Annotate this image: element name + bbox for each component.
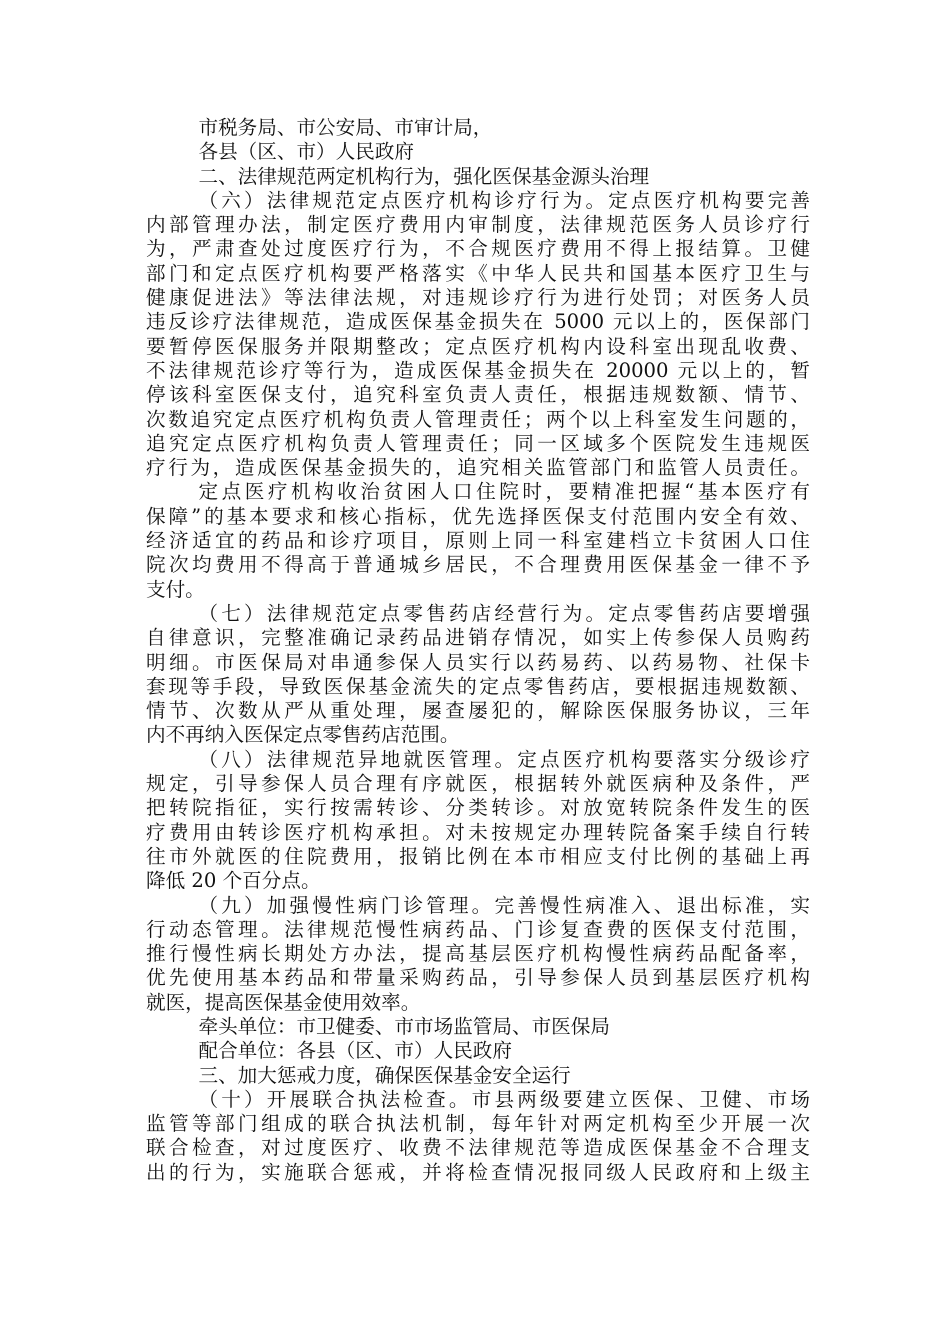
text-line: 要暂停医保服务并限期整改；定点医疗机构内设科室出现乱收费、 [146, 334, 810, 358]
text-line: （六）法律规范定点医疗机构诊疗行为。定点医疗机构要完善 [198, 188, 810, 212]
text-line: 追究定点医疗机构负责人管理责任；同一区域多个医院发生违规医 [146, 431, 810, 455]
text-line: 健康促进法》等法律法规，对违规诊疗行为进行处罚；对医务人员 [146, 286, 810, 310]
text-line: 支付。 [146, 577, 205, 601]
text-line: 行动态管理。法律规范慢性病药品、门诊复查费的医保支付范围， [146, 917, 810, 941]
text-line: 推行慢性病长期处方办法，提高基层医疗机构慢性病药品配备率， [146, 942, 810, 966]
text-line: 次数追究定点医疗机构负责人管理责任；两个以上科室发生问题的， [146, 407, 810, 431]
text-line: 往市外就医的住院费用，报销比例在本市相应支付比例的基础上再 [146, 844, 810, 868]
text-line: 优先使用基本药品和带量采购药品，引导参保人员到基层医疗机构 [146, 966, 810, 990]
text-line: 经济适宜的药品和诊疗项目，原则上同一科室建档立卡贫困人口住 [146, 529, 810, 553]
text-line: 为，严肃查处过度医疗行为，不合规医疗费用不得上报结算。卫健 [146, 237, 810, 261]
text-line: 部门和定点医疗机构要严格落实《中华人民共和国基本医疗卫生与 [146, 261, 810, 285]
text-line: 各县（区、市）人民政府 [198, 140, 415, 164]
text-line: 降低 20 个百分点。 [146, 869, 321, 893]
text-line: 联合检查，对过度医疗、收费不法律规范等造成医保基金不合理支 [146, 1136, 810, 1160]
text-line: （十）开展联合执法检查。市县两级要建立医保、卫健、市场 [198, 1087, 810, 1111]
text-line: 出的行为，实施联合惩戒，并将检查情况报同级人民政府和上级主 [146, 1160, 810, 1184]
text-line: 把转院指征，实行按需转诊、分类转诊。对放宽转院条件发生的医 [146, 796, 810, 820]
text-line: （七）法律规范定点零售药店经营行为。定点零售药店要增强 [198, 601, 810, 625]
text-line: 就医，提高医保基金使用效率。 [146, 990, 421, 1014]
document-body [146, 116, 810, 1185]
text-line: 情节、次数从严从重处理，屡查屡犯的，解除医保服务协议，三年 [146, 699, 810, 723]
text-line: 自律意识，完整准确记录药品进销存情况，如实上传参保人员购药 [146, 626, 810, 650]
text-line: 定点医疗机构收治贫困人口住院时，要精准把握“基本医疗有 [198, 480, 810, 504]
text-line: （八）法律规范异地就医管理。定点医疗机构要落实分级诊疗 [198, 747, 810, 771]
text-line: 内部管理办法，制定医疗费用内审制度，法律规范医务人员诊疗行 [146, 213, 810, 237]
text-line: 违反诊疗法律规范，造成医保基金损失在 5000 元以上的，医保部门 [146, 310, 810, 334]
text-line: 监管等部门组成的联合执法机制，每年针对两定机构至少开展一次 [146, 1112, 810, 1136]
text-line: 套现等手段，导致医保基金流失的定点零售药店，要根据违规数额、 [146, 674, 810, 698]
text-line: 二、法律规范两定机构行为，强化医保基金源头治理 [198, 164, 650, 188]
text-line: 疗行为，造成医保基金损失的，追究相关监管部门和监管人员责任。 [146, 456, 810, 480]
text-line: 三、加大惩戒力度，确保医保基金安全运行 [198, 1063, 571, 1087]
text-line: 院次均费用不得高于普通城乡居民，不合理费用医保基金一律不予 [146, 553, 810, 577]
text-line: 市税务局、市公安局、市审计局， [198, 116, 493, 139]
text-line: 规定，引导参保人员合理有序就医，根据转外就医病种及条件，严 [146, 772, 810, 796]
text-line: 明细。市医保局对串通参保人员实行以药易药、以药易物、社保卡 [146, 650, 810, 674]
text-line: 内不再纳入医保定点零售药店范围。 [146, 723, 460, 747]
text-line: 停该科室医保支付，追究科室负责人责任，根据违规数额、情节、 [146, 383, 810, 407]
text-line: 牵头单位：市卫健委、市市场监管局、市医保局 [198, 1014, 610, 1038]
text-line: 配合单位：各县（区、市）人民政府 [198, 1039, 512, 1063]
text-line: 不法律规范诊疗等行为，造成医保基金损失在 20000 元以上的，暂 [146, 358, 810, 382]
text-line: 保障”的基本要求和核心指标，优先选择医保支付范围内安全有效、 [146, 504, 810, 528]
text-line: （九）加强慢性病门诊管理。完善慢性病准入、退出标准，实 [198, 893, 810, 917]
text-line: 疗费用由转诊医疗机构承担。对未按规定办理转院备案手续自行转 [146, 820, 810, 844]
